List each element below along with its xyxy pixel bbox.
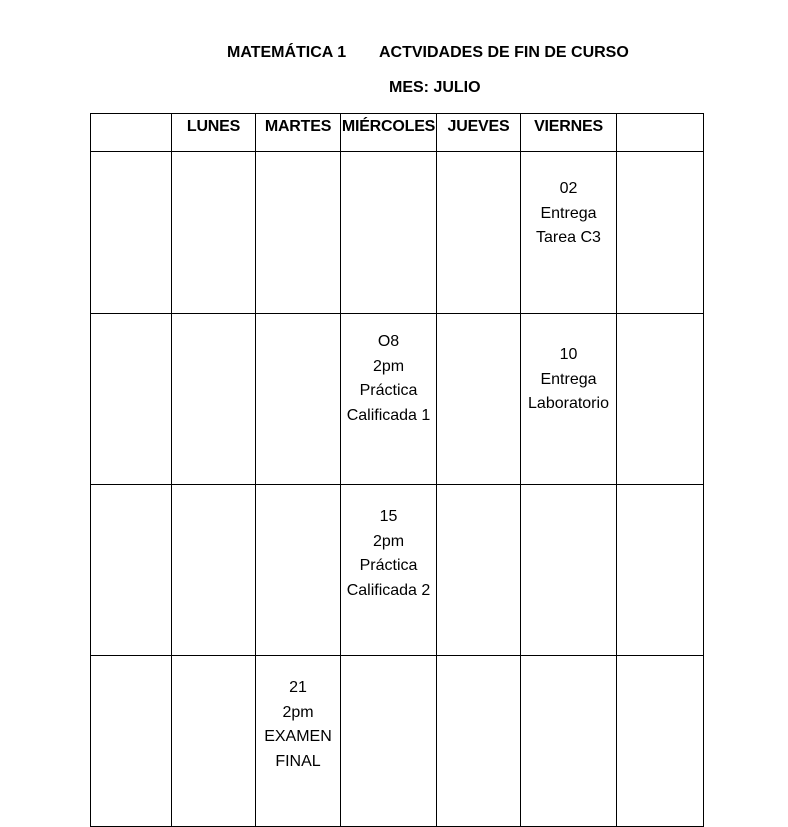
- course-name: MATEMÁTICA 1: [227, 44, 347, 61]
- event-line: 2pm: [282, 703, 314, 721]
- event-line: 2pm: [372, 357, 405, 375]
- calendar-cell: [341, 152, 437, 314]
- event-line: Calificada 2: [346, 581, 431, 599]
- header-cell-martes: MARTES: [256, 114, 341, 152]
- calendar-cell: [617, 485, 704, 656]
- event-line: 2pm: [372, 532, 405, 550]
- calendar-cell: [437, 152, 521, 314]
- event-date: 21: [289, 679, 307, 696]
- event-date: 02: [559, 180, 578, 197]
- event-line: Entrega: [540, 204, 597, 222]
- calendar-cell-event: [256, 656, 341, 827]
- header-cell-miercoles: MIÉRCOLES: [341, 114, 437, 152]
- calendar-cell-event: [521, 152, 617, 314]
- calendar-cell: [437, 656, 521, 827]
- calendar-cell: [341, 656, 437, 827]
- calendar-cell-event: [341, 314, 437, 485]
- event-line: Calificada 1: [346, 406, 431, 424]
- week-row: [91, 314, 704, 485]
- event-date: 15: [379, 508, 398, 525]
- event-line: Laboratorio: [528, 395, 609, 412]
- calendar-cell: [617, 152, 704, 314]
- header-cell-blank-right: [617, 114, 704, 152]
- event-line: FINAL: [275, 752, 321, 770]
- header-cell-blank-left: [91, 114, 172, 152]
- header-cell-jueves: JUEVES: [437, 114, 521, 152]
- calendar-cell: [256, 152, 341, 314]
- calendar-cell: [172, 314, 256, 485]
- month-label: MES: JULIO: [389, 79, 481, 96]
- calendar-cell: [172, 485, 256, 656]
- header-cell-lunes: LUNES: [172, 114, 256, 152]
- calendar-cell: [617, 656, 704, 827]
- calendar-cell: [172, 656, 256, 827]
- calendar-cell: [256, 314, 341, 485]
- calendar-cell: [91, 485, 172, 656]
- week-row: [91, 485, 704, 656]
- event-line: EXAMEN: [264, 728, 332, 745]
- event-line: Práctica: [359, 382, 418, 399]
- week-row: [91, 152, 704, 314]
- calendar-cell: [91, 152, 172, 314]
- header-row: [91, 114, 704, 152]
- event-date: O8: [377, 333, 400, 350]
- event-date: 10: [559, 346, 578, 363]
- calendar-cell: [521, 485, 617, 656]
- activities-title: ACTVIDADES DE FIN DE CURSO: [379, 44, 629, 61]
- calendar-cell: [437, 485, 521, 656]
- calendar-cell: [617, 314, 704, 485]
- calendar-cell: [172, 152, 256, 314]
- calendar-cell: [91, 314, 172, 485]
- calendar-cell: [256, 485, 341, 656]
- header-cell-viernes: VIERNES: [521, 114, 617, 152]
- calendar-cell-event: [521, 314, 617, 485]
- calendar-cell-event: [341, 485, 437, 656]
- calendar-cell: [437, 314, 521, 485]
- event-line: Tarea C3: [536, 229, 601, 246]
- week-row: [91, 656, 704, 827]
- event-line: Entrega: [540, 370, 597, 388]
- event-line: Práctica: [359, 557, 418, 574]
- calendar-cell: [521, 656, 617, 827]
- calendar-cell: [91, 656, 172, 827]
- activities-calendar-table: [90, 113, 704, 827]
